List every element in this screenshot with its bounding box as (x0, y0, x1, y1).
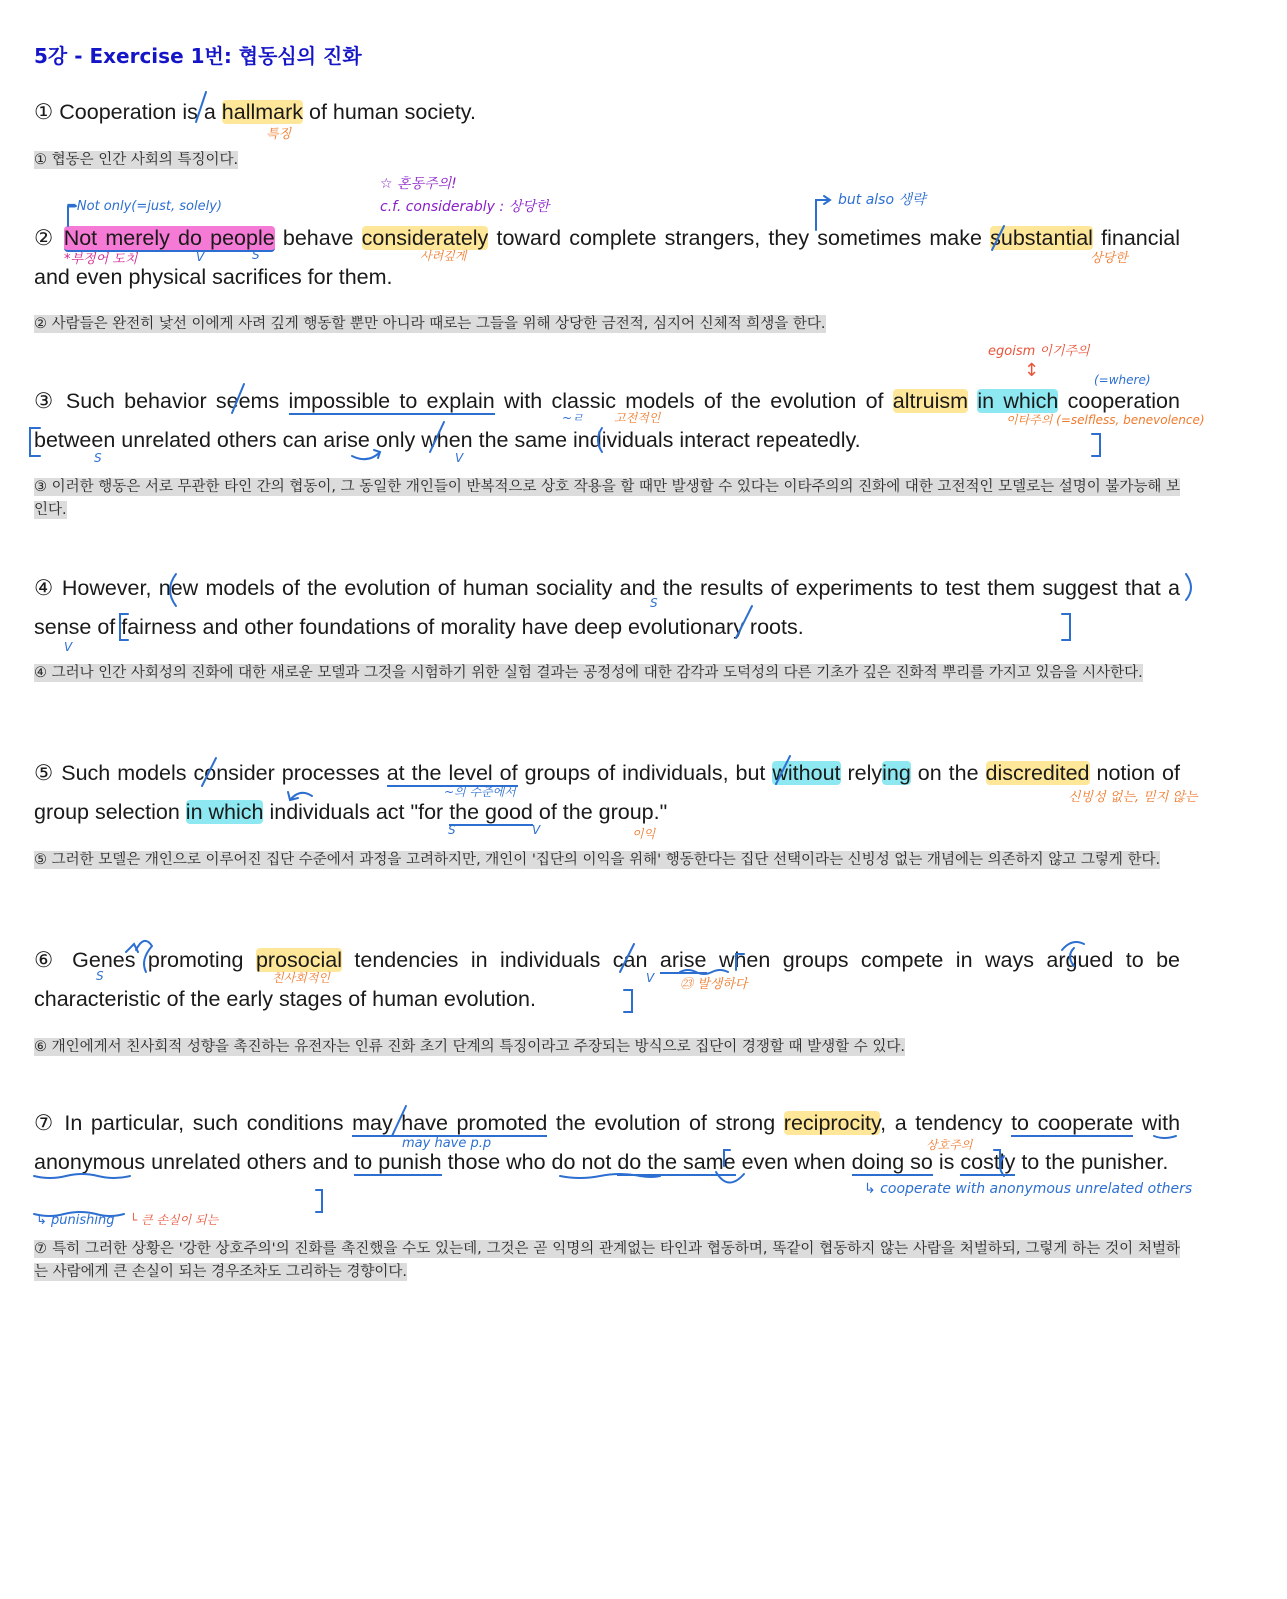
sentence-1-korean: ① 협동은 인간 사회의 특징이다. (34, 152, 239, 168)
note-s3-subject: S (94, 451, 102, 465)
sentence-3-english: ③ Such behavior seems impossible to explain with classic models of the evolution of altruism in which cooperation between unrelated others can arise only when the same individuals interact repeatedly. (34, 389, 1180, 452)
highlight-substantial: substantial (990, 226, 1093, 250)
note-substantial: 상당한 (1090, 251, 1128, 266)
note-considerately: 사려깊게 (420, 249, 467, 263)
sentence-5-english: ⑤ Such models consider processes at the level of groups of individuals, but without relying on the discredited notion of group selection in which individuals act "for the good of the group." (34, 761, 1180, 824)
note-s6-verb: V (646, 971, 655, 985)
note-egoism-arrow: ↕ (1024, 360, 1040, 381)
note-cooperate: ↳ cooperate with anonymous unrelated others (864, 1181, 1193, 1197)
underline-impossible: impossible to explain (288, 389, 495, 413)
note-reciprocity: 상호주의 (926, 1138, 973, 1152)
highlight-without: without (772, 761, 841, 785)
note-may-have: may have p.p (402, 1136, 492, 1151)
note-altruism: 이타주의 (=selfless, benevolence) (1006, 413, 1205, 427)
sentence-2-english: ② Not merely do people behave considerately toward complete strangers, they sometimes make substantial financial and even physical sacrifices for them. (34, 226, 1181, 289)
underline-do-the-same: do the same (617, 1150, 736, 1174)
note-discredited: 신빙성 없는, 믿지 않는 (1068, 790, 1198, 805)
highlight-in-which-2: in which (185, 800, 264, 824)
underline-may-have-promoted: may have promoted (352, 1111, 548, 1135)
note-s3-verb: V (455, 451, 464, 465)
note-s4-subject: S (650, 596, 658, 610)
note-but-also: but also 생략 (838, 192, 926, 208)
underline-doing-so: doing so (851, 1150, 933, 1174)
underline-the-good: the good (449, 800, 533, 824)
note-egoism: egoism 이기주의 (988, 344, 1090, 359)
sentence-5-korean: ⑤ 그러한 모델은 개인으로 이루어진 집단 수준에서 과정을 고려하지만, 개인이 '집단의 이익을 위해' 행동한다는 집단 선택이라는 신빙성 없는 개념에는 의존하지 않고 그렇게 한다. (34, 852, 1161, 868)
paren-s4-close (1186, 574, 1191, 600)
page-title: 5강 - Exercise 1번: 협동심의 진화 (34, 44, 362, 68)
note-tilde: ~ㄹ (562, 411, 584, 425)
sentence-7-english: ⑦ In particular, such conditions may have promoted the evolution of strong reciprocity, a tendency to cooperate with anonymous unrelated others and to punish those who do not do the same even when doing so is costly to the punisher. (34, 1111, 1181, 1174)
highlight-ing: ing (882, 761, 911, 785)
note-hallmark: 특징 (266, 127, 292, 142)
highlight-considerately: considerately (361, 226, 489, 250)
underline-costly: costly (960, 1150, 1016, 1174)
note-punishing: ↳ punishing (36, 1213, 115, 1228)
highlight-reciprocity: reciprocity (783, 1111, 881, 1135)
note-classic: 고전적인 (614, 411, 661, 425)
sentence-6-korean: ⑥ 개인에게서 친사회적 성향을 촉진하는 유전자는 인류 진화 초기 단계의 특징이라고 주장되는 방식으로 집단이 경쟁할 때 발생할 수 있다. (34, 1039, 905, 1055)
note-inversion: *부정어 도치 (64, 252, 138, 267)
sentence-3-korean: ③ 이러한 행동은 서로 무관한 타인 간의 협동이, 그 동일한 개인들이 반복적으로 상호 작용을 할 때만 발생할 수 있다는 이타주의의 진화에 대한 고전적인 모델로는 설명이 불가능해 보인다. (34, 479, 1180, 518)
note-s2-verb: V (196, 250, 205, 264)
sentence-4-english: ④ However, new models of the evolution of human sociality and the results of experiments to test them suggest that a sense of fairness and other foundations of morality have deep evolutionary roots. (34, 576, 1180, 639)
note-s4-verb: V (64, 640, 73, 654)
note-s2-subject: S (252, 248, 260, 262)
note-considerably: c.f. considerably : 상당한 (380, 199, 550, 215)
note-level: ~의 수준에서 (444, 785, 516, 799)
note-arise: ㉓ 발생하다 (680, 977, 748, 992)
note-s5-subject: S (448, 823, 456, 837)
note-s5-verb: V (532, 823, 541, 837)
highlight-prosocial: prosocial (255, 948, 342, 972)
sentence-6-english: ⑥ Genes promoting prosocial tendencies in individuals can arise when groups compete in ways argued to be characteristic of the early stages of human evolution. (34, 948, 1180, 1011)
underline-at-the-level: at the level of (386, 761, 518, 785)
note-not-only: =Not only(=just, solely) (66, 199, 222, 214)
highlight-not-merely: Not merely do people (63, 226, 275, 250)
underline-arise: arise (659, 948, 707, 972)
note-s6-subject: S (96, 969, 104, 983)
sentence-1-english: ① Cooperation is a hallmark of human society. (34, 100, 476, 124)
highlight-hallmark: hallmark (221, 100, 304, 124)
note-good: 이익 (632, 827, 656, 841)
underline-to-cooperate: to cooperate (1011, 1111, 1134, 1135)
highlight-altruism: altruism (892, 389, 969, 413)
note-where: (=where) (1094, 373, 1151, 387)
sentence-4-korean: ④ 그러나 인간 사회성의 진화에 대한 새로운 모델과 그것을 시험하기 위한 실험 결과는 공정성에 대한 감각과 도덕성의 다른 기초가 깊은 진화적 뿌리를 가지고 있음을 시사한다. (34, 665, 1143, 681)
highlight-discredited: discredited (985, 761, 1090, 785)
highlight-in-which: in which (977, 389, 1059, 413)
note-prosocial: 친사회적인 (272, 971, 330, 985)
note-costly: └ 큰 손실이 되는 (130, 1213, 219, 1227)
bracket-s7-end (316, 1190, 322, 1212)
note-confusion: ☆ 혼동주의! (380, 176, 457, 192)
sentence-7-korean: ⑦ 특히 그러한 상황은 '강한 상호주의'의 진화를 촉진했을 수도 있는데, 그것은 곧 익명의 관계없는 타인과 협동하며, 똑같이 협동하지 않는 사람을 처벌하되, 그렇게 하는 것이 처벌하는 사람에게 큰 손실이 되는 경우조차도 그리하는 경향이다. (34, 1241, 1180, 1280)
underline-to-punish: to punish (354, 1150, 442, 1174)
sentence-2-korean: ② 사람들은 완전히 낯선 이에게 사려 깊게 행동할 뿐만 아니라 때로는 그들을 위해 상당한 금전적, 심지어 신체적 희생을 한다. (34, 316, 826, 332)
